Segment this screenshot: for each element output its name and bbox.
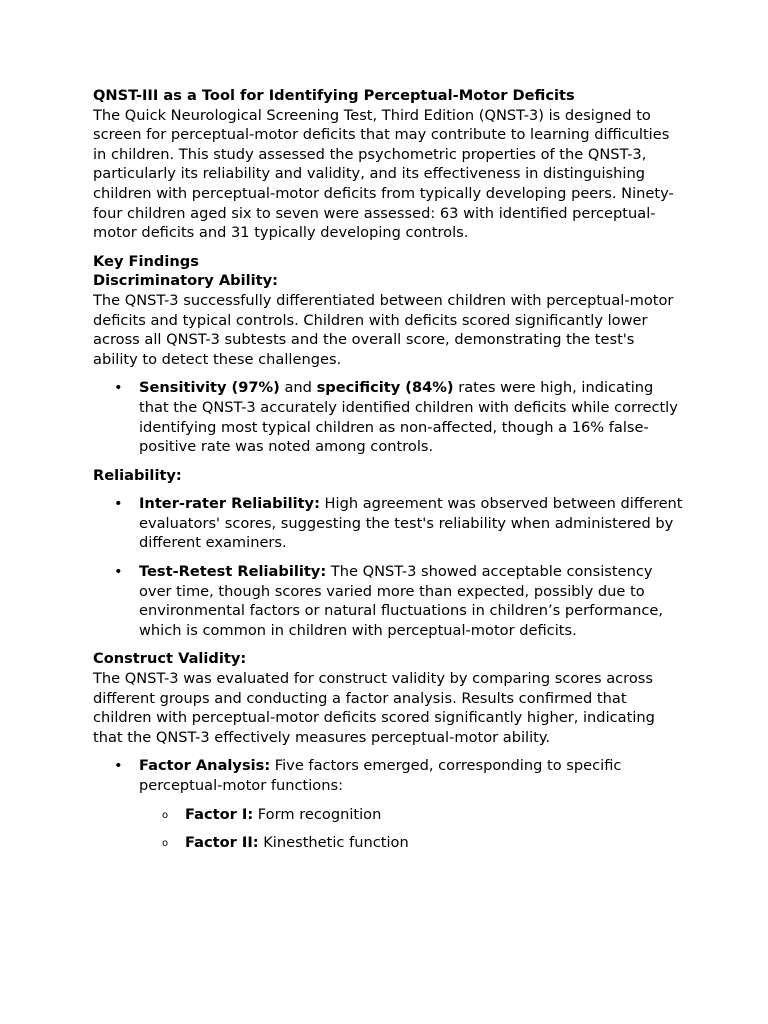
item-text: Five factors emerged, corresponding to specific perceptual-motor functions: — [139, 757, 622, 794]
list-item — [93, 494, 683, 553]
factor-text: Kinesthetic function — [258, 834, 409, 852]
sublist-item — [139, 805, 683, 825]
list-item — [93, 756, 683, 852]
document-body — [93, 86, 683, 862]
item-label: Factor Analysis: — [139, 757, 271, 775]
key-findings-heading: Key Findings — [93, 252, 199, 270]
sensitivity-label: Sensitivity (97%) — [139, 379, 280, 397]
discriminatory-paragraph: The QNST-3 successfully differentiated between children with perceptual-motor deficits and typical controls. Children with deficits scored significantly lower across all QNST-3 subtests and the overall score, demonstrating the test's ability to detect these challenges. — [93, 291, 674, 368]
factor-label: Factor II: — [185, 834, 259, 852]
factor-text: Form recognition — [253, 805, 382, 823]
item-text: High agreement was observed between different evaluators' scores, suggesting the test's reliability when administered by different examiners. — [139, 495, 683, 552]
intro-paragraph: The Quick Neurological Screening Test, Third Edition (QNST-3) is designed to screen for perceptual-motor deficits that may contribute to learning difficulties in children. This study assessed the psychometric properties of the QNST-3, particularly its reliability and validity, and its effectiveness in distinguishing children with perceptual-motor deficits from typically developing peers. Ninety-four children aged six to seven were assessed: 63 with identified perceptual-motor deficits and 31 typically developing controls. — [93, 106, 674, 242]
construct-paragraph: The QNST-3 was evaluated for construct validity by comparing scores across different groups and conducting a factor analysis. Results confirmed that children with perceptual-motor deficits scored significantly higher, indicating that the QNST-3 effectively measures perceptual-motor ability. — [93, 670, 655, 746]
list-item — [93, 562, 683, 640]
item-label: Inter-rater Reliability: — [139, 495, 320, 513]
item-text: The QNST-3 showed acceptable consistency over time, though scores varied more than expected, possibly due to environmental factors or natural fluctuations in children’s performance, which is common in children with perceptual-motor deficits. — [139, 563, 663, 639]
construct-heading: Construct Validity: — [93, 650, 247, 668]
specificity-label: specificity (84%) — [316, 379, 454, 397]
sublist-item — [139, 833, 683, 853]
discriminatory-list — [93, 378, 683, 456]
reliability-list — [93, 494, 683, 640]
reliability-heading: Reliability: — [93, 466, 182, 484]
bullet-text: rates were high, indicating that the QNST-3 accurately identified children with deficits while correctly identifying most typical children as non-affected, though a 16% false-positive rate was noted among controls. — [139, 379, 678, 456]
factor-label: Factor I: — [185, 805, 254, 823]
discriminatory-heading: Discriminatory Ability: — [93, 272, 278, 290]
list-item — [93, 378, 683, 456]
item-label: Test-Retest Reliability: — [139, 563, 327, 581]
factor-sublist — [139, 805, 683, 853]
construct-list — [93, 756, 683, 852]
document-title: QNST-III as a Tool for Identifying Perceptual-Motor Deficits — [93, 87, 575, 104]
bullet-text: and — [279, 379, 317, 397]
